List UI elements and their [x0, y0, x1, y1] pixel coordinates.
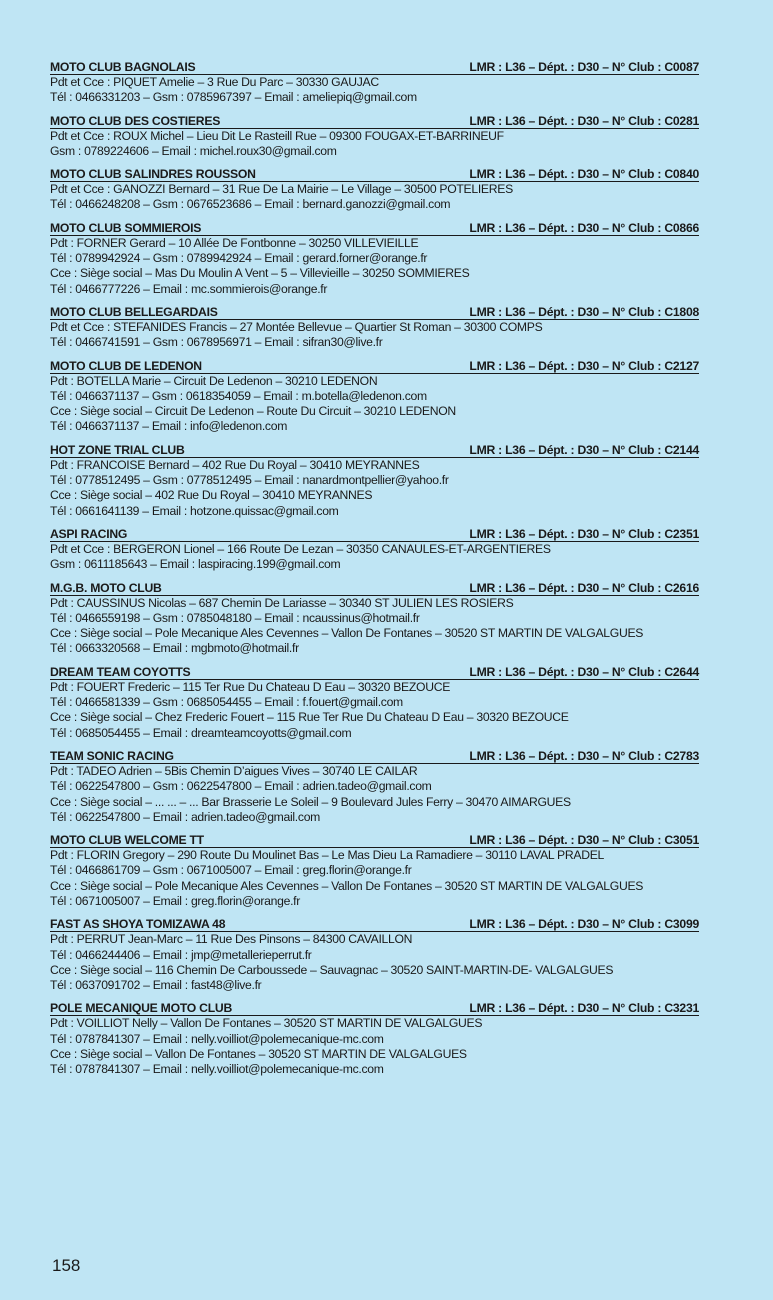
- club-detail-line: Pdt : FOUERT Frederic – 115 Ter Rue Du Chateau D Eau – 30320 BEZOUCE: [50, 679, 451, 694]
- club-reference: LMR : L36 – Dépt. : D30 – N° Club : C0840: [469, 167, 699, 182]
- club-detail-line: Tél : 0787841307 – Email : nelly.voilliot@polemecanique-mc.com: [50, 1031, 384, 1046]
- page-number: 158: [52, 1256, 81, 1275]
- club-header: [50, 665, 699, 680]
- club-detail-line: Pdt et Cce : PIQUET Amelie – 3 Rue Du Parc – 30330 GAUJAC: [50, 75, 379, 89]
- club-name: MOTO CLUB BAGNOLAIS: [50, 60, 196, 74]
- club-entry: [50, 527, 699, 573]
- club-detail-line: Pdt : BOTELLA Marie – Circuit De Ledenon – 30210 LEDENON: [50, 373, 378, 388]
- club-name: POLE MECANIQUE MOTO CLUB: [50, 1001, 233, 1016]
- club-entry: [50, 749, 699, 825]
- club-detail-line: Gsm : 0789224606 – Email : michel.roux30@gmail.com: [50, 143, 337, 158]
- club-reference: LMR : L36 – Dépt. : D30 – N° Club : C2351: [469, 526, 699, 541]
- club-detail-line: Tél : 0466581339 – Gsm : 0685054455 – Email : f.fouert@gmail.com: [50, 695, 403, 710]
- club-detail-line: Cce : Siège social – 402 Rue Du Royal – 30410 MEYRANNES: [50, 488, 373, 503]
- club-reference: LMR : L36 – Dépt. : D30 – N° Club : C2616: [469, 580, 699, 595]
- club-header: [50, 833, 699, 848]
- club-detail-line: Pdt : PERRUT Jean-Marc – 11 Rue Des Pinsons – 84300 CAVAILLON: [50, 932, 413, 947]
- club-detail-line: Cce : Siège social – Chez Frederic Fouert – 115 Rue Ter Rue Du Chateau D Eau – 30320 BEZOUCE: [50, 710, 569, 725]
- club-name: MOTO CLUB SOMMIEROIS: [50, 220, 202, 235]
- club-detail-line: Tél : 0622547800 – Email : adrien.tadeo@gmail.com: [50, 809, 321, 824]
- club-detail-line: Tél : 0671005007 – Email : greg.florin@orange.fr: [50, 893, 301, 908]
- club-header: [50, 1001, 699, 1016]
- club-reference: LMR : L36 – Dépt. : D30 – N° Club : C2783: [469, 748, 699, 763]
- club-entry: [50, 665, 699, 741]
- club-detail-line: Tél : 0637091702 – Email : fast48@live.fr: [50, 978, 262, 993]
- club-detail-line: Tél : 0466559198 – Gsm : 0785048180 – Email : ncaussinus@hotmail.fr: [50, 610, 420, 625]
- club-detail-line: Pdt : FRANCOISE Bernard – 402 Rue Du Royal – 30410 MEYRANNES: [50, 457, 420, 472]
- club-name: FAST AS SHOYA TOMIZAWA 48: [50, 917, 226, 932]
- club-detail-line: Cce : Siège social – 116 Chemin De Carboussede – Sauvagnac – 30520 SAINT-MARTIN-DE- VALGALGUES: [50, 962, 614, 977]
- club-detail-line: Tél : 0789942924 – Gsm : 0789942924 – Email : gerard.forner@orange.fr: [50, 251, 428, 266]
- club-detail-line: Pdt : TADEO Adrien – 5Bis Chemin D’aigues Vives – 30740 LE CAILAR: [50, 763, 418, 778]
- club-detail-line: Tél : 0466371137 – Email : info@ledenon.com: [50, 419, 288, 434]
- club-entry: [50, 221, 699, 297]
- club-detail-line: Pdt et Cce : GANOZZI Bernard – 31 Rue De La Mairie – Le Village – 30500 POTELIERES: [50, 182, 513, 197]
- club-detail-line: Cce : Siège social – Vallon De Fontanes – 30520 ST MARTIN DE VALGALGUES: [50, 1047, 467, 1062]
- club-entry: [50, 167, 699, 213]
- club-name: ASPI RACING: [50, 526, 128, 541]
- club-entry: [50, 1001, 699, 1077]
- club-reference: LMR : L36 – Dépt. : D30 – N° Club : C0281: [469, 113, 699, 128]
- club-header: [50, 749, 699, 764]
- club-detail-line: Tél : 0466777226 – Email : mc.sommierois@orange.fr: [50, 281, 328, 296]
- club-detail-line: Gsm : 0611185643 – Email : laspiracing.199@gmail.com: [50, 557, 341, 572]
- club-header: [50, 443, 699, 458]
- club-reference: LMR : L36 – Dépt. : D30 – N° Club : C1808: [469, 304, 699, 319]
- club-header: [50, 221, 699, 236]
- club-detail-line: Pdt : FORNER Gerard – 10 Allée De Fontbonne – 30250 VILLEVIEILLE: [50, 235, 419, 250]
- club-name: MOTO CLUB DES COSTIERES: [50, 113, 221, 128]
- club-name: DREAM TEAM COYOTTS: [50, 664, 191, 679]
- club-detail-line: Cce : Siège social – Mas Du Moulin A Vent – 5 – Villevieille – 30250 SOMMIERES: [50, 266, 470, 281]
- club-detail-line: Tél : 0685054455 – Email : dreamteamcoyotts@gmail.com: [50, 725, 352, 740]
- club-detail-line: Tél : 0466244406 – Email : jmp@metallerieperrut.fr: [50, 947, 312, 962]
- club-detail-line: Pdt : CAUSSINUS Nicolas – 687 Chemin De Lariasse – 30340 ST JULIEN LES ROSIERS: [50, 595, 514, 610]
- club-detail-line: Cce : Siège social – Circuit De Ledenon – Route Du Circuit – 30210 LEDENON: [50, 404, 456, 419]
- club-detail-line: Tél : 0661641139 – Email : hotzone.quissac@gmail.com: [50, 503, 339, 518]
- club-reference: LMR : L36 – Dépt. : D30 – N° Club : C3231: [469, 1001, 699, 1016]
- club-detail-line: Pdt et Cce : STEFANIDES Francis – 27 Montée Bellevue – Quartier St Roman – 30300 COMPS: [50, 319, 543, 334]
- club-header: [50, 114, 699, 129]
- club-detail-line: Pdt : FLORIN Gregory – 290 Route Du Moulinet Bas – Le Mas Dieu La Ramadiere – 30110 LAVAL PRADEL: [50, 848, 605, 863]
- club-detail-line: Pdt et Cce : BERGERON Lionel – 166 Route De Lezan – 30350 CANAULES-ET-ARGENTIERES: [50, 541, 551, 556]
- club-reference: LMR : L36 – Dépt. : D30 – N° Club : C0866: [469, 220, 699, 235]
- club-reference: LMR : L36 – Dépt. : D30 – N° Club : C2127: [469, 358, 699, 373]
- club-detail-line: Tél : 0778512495 – Gsm : 0778512495 – Email : nanardmontpellier@yahoo.fr: [50, 473, 449, 488]
- club-reference: LMR : L36 – Dépt. : D30 – N° Club : C3099: [469, 917, 699, 932]
- club-name: M.G.B. MOTO CLUB: [50, 580, 162, 595]
- club-detail-line: Tél : 0466331203 – Gsm : 0785967397 – Email : ameliepiq@gmail.com: [50, 90, 417, 105]
- club-detail-line: Cce : Siège social – ... ... – ... Bar Brasserie Le Soleil – 9 Boulevard Jules Ferry – 30470 AIMARGUES: [50, 794, 571, 809]
- club-detail-line: Tél : 0466248208 – Gsm : 0676523686 – Email : bernard.ganozzi@gmail.com: [50, 197, 451, 212]
- club-detail-line: Cce : Siège social – Pole Mecanique Ales Cevennes – Vallon De Fontanes – 30520 ST MARTIN DE VALGALGUES: [50, 626, 644, 641]
- club-entry: [50, 581, 699, 657]
- club-name: MOTO CLUB SALINDRES ROUSSON: [50, 167, 256, 182]
- club-entry: [50, 60, 699, 106]
- club-header: [50, 305, 699, 320]
- club-detail-line: Tél : 0622547800 – Gsm : 0622547800 – Email : adrien.tadeo@gmail.com: [50, 779, 432, 794]
- club-name: MOTO CLUB DE LEDENON: [50, 358, 202, 373]
- club-detail-line: Tél : 0466371137 – Gsm : 0618354059 – Email : m.botella@ledenon.com: [50, 388, 427, 403]
- club-header: [50, 60, 699, 75]
- club-header: [50, 167, 699, 182]
- club-name: HOT ZONE TRIAL CLUB: [50, 442, 185, 457]
- club-reference: LMR : L36 – Dépt. : D30 – N° Club : C3051: [469, 833, 699, 848]
- club-detail-line: Pdt et Cce : ROUX Michel – Lieu Dit Le Rasteill Rue – 09300 FOUGAX-ET-BARRINEUF: [50, 128, 504, 143]
- club-detail-line: Cce : Siège social – Pole Mecanique Ales Cevennes – Vallon De Fontanes – 30520 ST MARTIN DE VALGALGUES: [50, 878, 644, 893]
- club-header: [50, 359, 699, 374]
- club-detail-line: Tél : 0466861709 – Gsm : 0671005007 – Email : greg.florin@orange.fr: [50, 863, 412, 878]
- club-name: TEAM SONIC RACING: [50, 748, 174, 763]
- club-header: [50, 581, 699, 596]
- club-entry: [50, 833, 699, 909]
- club-reference: LMR : L36 – Dépt. : D30 – N° Club : C2144: [469, 442, 699, 457]
- club-entry: [50, 917, 699, 993]
- club-entry: [50, 443, 699, 519]
- club-header: [50, 917, 699, 932]
- club-reference: LMR : L36 – Dépt. : D30 – N° Club : C2644: [469, 664, 699, 679]
- club-detail-line: Tél : 0663320568 – Email : mgbmoto@hotmail.fr: [50, 641, 299, 656]
- club-entry: [50, 305, 699, 351]
- club-name: MOTO CLUB WELCOME TT: [50, 833, 204, 848]
- club-name: MOTO CLUB BELLEGARDAIS: [50, 304, 218, 319]
- club-entry: [50, 114, 699, 160]
- club-header: [50, 527, 699, 542]
- club-reference: LMR : L36 – Dépt. : D30 – N° Club : C0087: [469, 60, 699, 74]
- club-directory: [50, 60, 699, 1086]
- club-detail-line: Tél : 0466741591 – Gsm : 0678956971 – Email : sifran30@live.fr: [50, 335, 383, 350]
- club-detail-line: Pdt : VOILLIOT Nelly – Vallon De Fontanes – 30520 ST MARTIN DE VALGALGUES: [50, 1016, 483, 1031]
- club-detail-line: Tél : 0787841307 – Email : nelly.voilliot@polemecanique-mc.com: [50, 1062, 384, 1077]
- club-entry: [50, 359, 699, 435]
